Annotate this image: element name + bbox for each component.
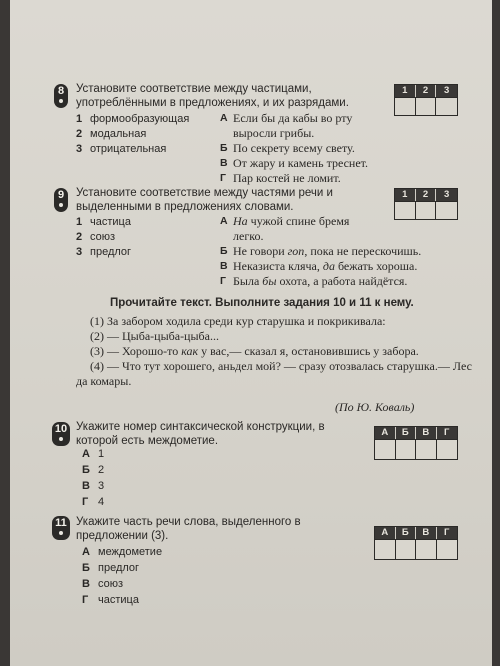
workbook-page (10, 0, 492, 666)
list-item: Г Пар костей не ломит. (220, 171, 341, 185)
list-item: Г Была бы охота, а работа найдётся. (220, 274, 408, 288)
task-9-number-badge (54, 188, 68, 212)
task-9-left-list (76, 215, 131, 260)
reading-paragraph: (1) За забором ходила среди кур старушка и покрикивала: (90, 314, 386, 328)
task-9-number: 9 (57, 189, 65, 201)
task-8-right-list (220, 111, 470, 186)
list-item: 3 отрицательная (76, 143, 167, 155)
answer-cell[interactable] (375, 439, 396, 459)
answer-option[interactable]: В союз (82, 578, 124, 590)
grid-header: 2 (416, 189, 437, 201)
list-item: В Неказиста кляча, да бежать хороша. (220, 259, 418, 273)
task-10-number: 10 (54, 423, 68, 435)
task-11-number-badge (52, 516, 70, 540)
reading-paragraph: (4) — Что тут хорошего, аньдел мой? — сразу отозвалась старушка.— Лес да комары. (76, 359, 472, 388)
task-10-number-badge (52, 422, 70, 446)
list-item: Б Не говори гоп, пока не перескочишь. (220, 244, 422, 258)
reading-author: (По Ю. Коваль) (335, 400, 415, 414)
answer-option[interactable]: Б 2 (82, 464, 105, 476)
reading-paragraph: (3) — Хорошо-то как у вас,— сказал я, остановившись у забора. (90, 344, 419, 358)
answer-cell[interactable] (396, 539, 417, 559)
answer-option[interactable]: А междометие (82, 546, 163, 558)
bullet-icon (59, 203, 63, 207)
grid-header: Г (437, 427, 458, 439)
answer-cell[interactable] (437, 439, 458, 459)
grid-header: В (416, 427, 437, 439)
grid-header: 2 (416, 85, 437, 97)
reading-paragraph: (2) — Цыба-цыба-цыба... (90, 329, 219, 343)
grid-header: 3 (436, 85, 457, 97)
bullet-icon (59, 531, 63, 535)
reading-title: Прочитайте текст. Выполните задания 10 и 11 к нему. (110, 297, 414, 309)
answer-cell[interactable] (395, 97, 416, 115)
list-item: А На чужой спине бремя легко. (220, 214, 350, 243)
list-item: 1 формообразующая (76, 113, 190, 125)
answer-option[interactable]: А 1 (82, 448, 105, 460)
task-8-answer-grid (394, 84, 458, 116)
answer-cell[interactable] (396, 439, 417, 459)
answer-cell[interactable] (395, 201, 416, 219)
task-8-number-badge (54, 84, 68, 108)
answer-cell[interactable] (416, 97, 437, 115)
grid-header: Б (396, 427, 417, 439)
task-11-number: 11 (55, 517, 67, 529)
answer-cell[interactable] (416, 201, 437, 219)
task-11-question: Укажите часть речи слова, выделенного в предложении (3). (76, 516, 301, 542)
task-8-left-list (76, 112, 189, 157)
grid-header: 1 (395, 189, 416, 201)
grid-header: Г (437, 527, 458, 539)
list-item: Б По секрету всему свету. (220, 141, 355, 155)
task-8-question: Установите соответствие между частицами, употреблёнными в предложениях, и их разрядами. (76, 83, 349, 109)
task-9-right-list (220, 214, 470, 289)
task-11-answer-grid (374, 526, 458, 560)
list-item: 2 модальная (76, 128, 147, 140)
list-item: 2 союз (76, 231, 116, 243)
answer-option[interactable]: Г частица (82, 594, 139, 606)
answer-cell[interactable] (436, 201, 457, 219)
answer-cell[interactable] (416, 539, 437, 559)
task-8-number: 8 (57, 85, 65, 97)
answer-cell[interactable] (436, 97, 457, 115)
list-item: В От жару и камень треснет. (220, 156, 369, 170)
grid-header: 3 (436, 189, 457, 201)
bullet-icon (59, 437, 63, 441)
answer-option[interactable]: Г 4 (82, 496, 105, 508)
reading-text (76, 314, 476, 389)
list-item: А Если бы да кабы во рту выросли грибы. (220, 111, 353, 140)
answer-cell[interactable] (437, 539, 458, 559)
list-item: 3 предлог (76, 246, 132, 258)
task-10-answer-grid (374, 426, 458, 460)
grid-header: А (375, 527, 396, 539)
task-11-answers (82, 544, 162, 608)
task-9-question: Установите соответствие между частями речи и выделенными в предложениях словами. (76, 187, 333, 213)
answer-option[interactable]: В 3 (82, 480, 105, 492)
answer-option[interactable]: Б предлог (82, 562, 140, 574)
answer-cell[interactable] (416, 439, 437, 459)
list-item: 1 частица (76, 216, 131, 228)
task-9-answer-grid (394, 188, 458, 220)
grid-header: 1 (395, 85, 416, 97)
grid-header: В (416, 527, 437, 539)
bullet-icon (59, 99, 63, 103)
grid-header: Б (396, 527, 417, 539)
task-10-question: Укажите номер синтаксической конструкции, в которой есть междометие. (76, 421, 325, 447)
answer-cell[interactable] (375, 539, 396, 559)
grid-header: А (375, 427, 396, 439)
task-10-answers (82, 446, 104, 510)
